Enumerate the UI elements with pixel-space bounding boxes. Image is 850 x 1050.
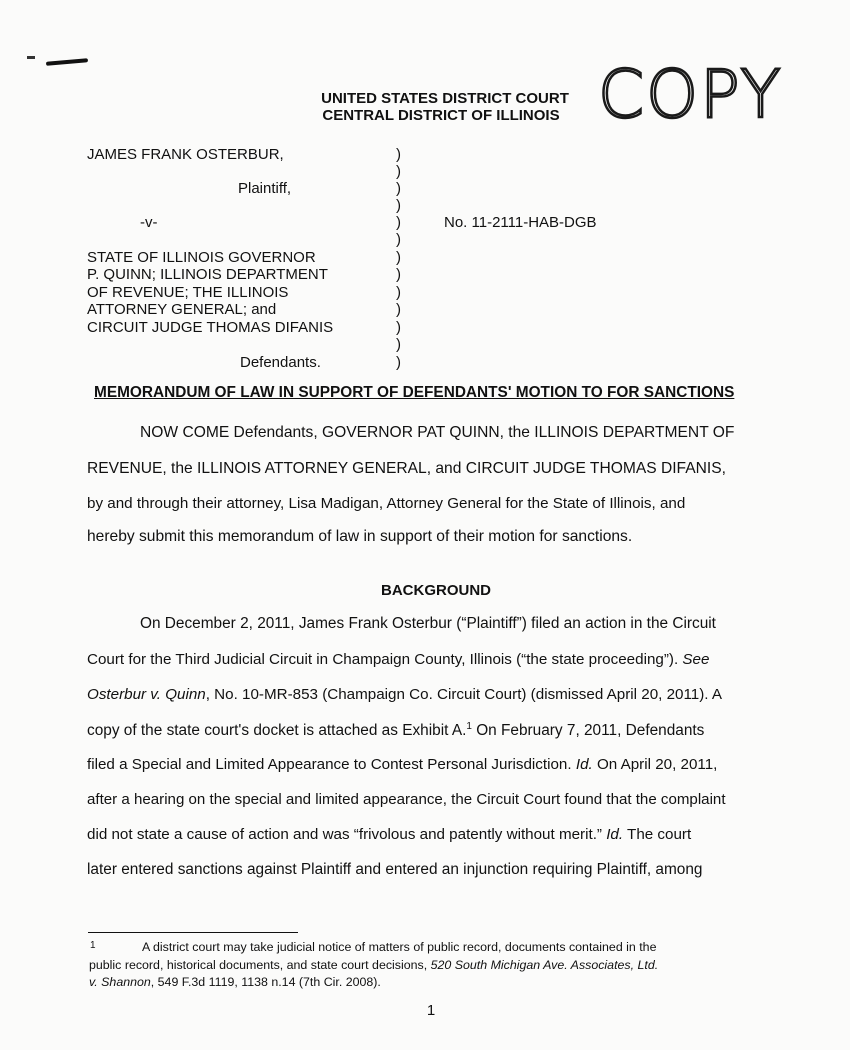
body-line: On December 2, 2011, James Frank Osterbur (“Plaintiff”) filed an action in the Circuit — [140, 615, 716, 632]
body-line — [87, 686, 722, 703]
defendants-role: Defendants. — [240, 354, 321, 371]
body-text: On April 20, 2011, — [592, 756, 718, 773]
case-name: 520 South Michigan Ave. Associates, Ltd. — [430, 958, 659, 972]
caption-paren: ) — [396, 319, 401, 336]
citation-signal: See — [682, 651, 710, 668]
caption-paren: ) — [396, 146, 401, 163]
section-heading: BACKGROUND — [381, 582, 491, 599]
caption-paren: ) — [396, 336, 401, 353]
intro-line: REVENUE, the ILLINOIS ATTORNEY GENERAL, and CIRCUIT JUDGE THOMAS DIFANIS, — [87, 460, 726, 477]
body-text: , No. 10-MR-853 (Champaign Co. Circuit Court) (dismissed April 20, 2011). A — [205, 686, 723, 703]
body-line — [87, 721, 704, 740]
court-district: CENTRAL DISTRICT OF ILLINOIS — [322, 107, 560, 124]
caption-paren: ) — [396, 231, 401, 248]
page-number: 1 — [426, 1002, 436, 1019]
caption-paren: ) — [396, 214, 401, 231]
footnote-ref: 1 — [466, 721, 472, 732]
versus: -v- — [140, 214, 158, 231]
court-name: UNITED STATES DISTRICT COURT — [321, 90, 569, 107]
defendant-line: P. QUINN; ILLINOIS DEPARTMENT — [87, 266, 328, 283]
body-text: On February 7, 2011, Defendants — [471, 722, 705, 740]
caption-paren: ) — [396, 163, 401, 180]
defendant-line: STATE OF ILLINOIS GOVERNOR — [87, 249, 316, 266]
caption-paren: ) — [396, 249, 401, 266]
scan-mark — [46, 58, 88, 66]
intro-line: by and through their attorney, Lisa Madigan, Attorney General for the State of Illinois, and — [87, 495, 686, 512]
footnote-rule — [88, 932, 298, 933]
body-text: copy of the state court's docket is attached as Exhibit A. — [87, 722, 467, 740]
citation-id: Id. — [606, 826, 624, 843]
defendant-line: OF REVENUE; THE ILLINOIS — [87, 284, 289, 301]
caption-paren: ) — [396, 180, 401, 197]
defendant-line: CIRCUIT JUDGE THOMAS DIFANIS — [87, 319, 334, 336]
intro-line: NOW COME Defendants, GOVERNOR PAT QUINN, the ILLINOIS DEPARTMENT OF — [140, 424, 735, 441]
case-name: Osterbur v. Quinn — [87, 686, 206, 703]
body-line: later entered sanctions against Plaintiff and entered an injunction requiring Plaintiff, among — [87, 861, 703, 878]
plaintiff-role: Plaintiff, — [238, 180, 292, 197]
footnote-number: 1 — [90, 940, 96, 951]
scan-mark — [27, 56, 35, 59]
defendant-line: ATTORNEY GENERAL; and — [87, 301, 277, 318]
body-line — [87, 826, 691, 843]
body-text: Court for the Third Judicial Circuit in Champaign County, Illinois (“the state proceeding”). — [87, 651, 679, 668]
plaintiff-name: JAMES FRANK OSTERBUR, — [87, 146, 284, 163]
caption-paren: ) — [396, 301, 401, 318]
caption-paren: ) — [396, 284, 401, 301]
footnote-line — [89, 958, 658, 972]
body-text: filed a Special and Limited Appearance to Contest Personal Jurisdiction. — [87, 756, 572, 773]
footnote-text: , 549 F.3d 1119, 1138 n.14 (7th Cir. 2008). — [150, 975, 381, 989]
body-line — [87, 651, 709, 668]
body-line: after a hearing on the special and limited appearance, the Circuit Court found that the complaint — [87, 791, 726, 808]
footnote-line: A district court may take judicial notice of matters of public record, documents contained in the — [142, 940, 657, 954]
intro-line: hereby submit this memorandum of law in support of their motion for sanctions. — [87, 528, 633, 545]
body-line — [87, 756, 717, 773]
footnote-line — [89, 975, 381, 989]
body-text: did not state a cause of action and was “frivolous and patently without merit.” — [87, 826, 602, 843]
citation-id: Id. — [575, 756, 593, 773]
footnote-text: public record, historical documents, and state court decisions, — [89, 958, 428, 972]
body-text: The court — [623, 826, 692, 843]
caption-paren: ) — [396, 197, 401, 214]
caption-paren: ) — [396, 266, 401, 283]
copy-stamp: COPY — [598, 56, 783, 133]
case-name: v. Shannon — [89, 975, 151, 989]
caption-paren: ) — [396, 354, 401, 371]
document-title: MEMORANDUM OF LAW IN SUPPORT OF DEFENDANTS' MOTION TO FOR SANCTIONS — [94, 384, 735, 401]
case-number: No. 11-2111-HAB-DGB — [444, 214, 597, 231]
